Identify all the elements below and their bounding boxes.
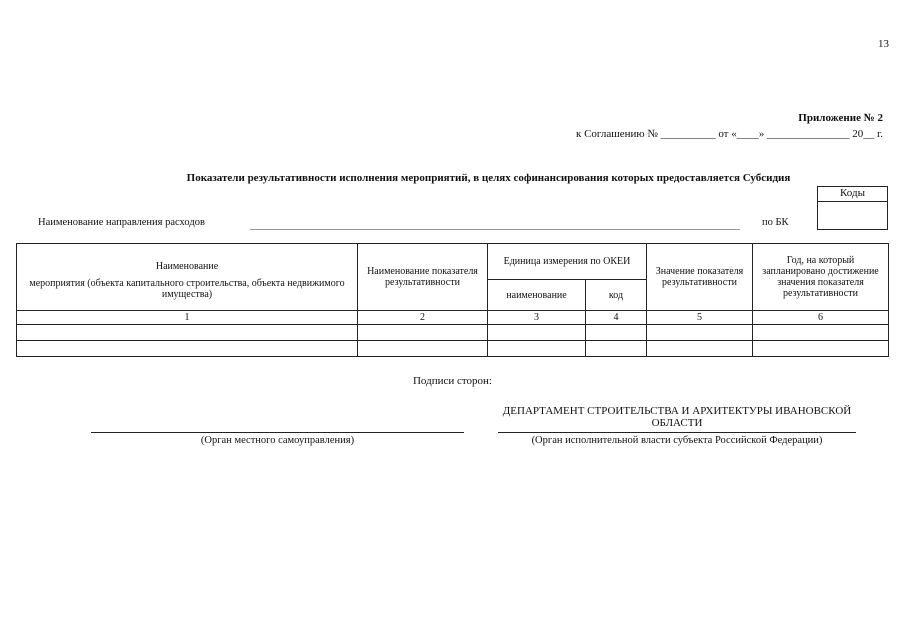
column-number: 3: [488, 311, 586, 325]
table-cell: [753, 341, 889, 357]
column-number: 6: [753, 311, 889, 325]
table-cell: [358, 341, 488, 357]
column-number: 4: [586, 311, 647, 325]
header-event-name-line1: Наименование: [155, 260, 219, 272]
table-cell: [488, 325, 586, 341]
column-number: 5: [647, 311, 753, 325]
table-cell: [17, 341, 358, 357]
header-unit: Единица измерения по ОКЕИ: [488, 244, 647, 280]
header-unit-code: код: [586, 280, 647, 311]
table-cell: [586, 341, 647, 357]
right-signature-caption: (Орган исполнительной власти субъекта Российской Федерации): [531, 435, 823, 446]
direction-fill-line: [250, 229, 740, 230]
codes-box: [817, 186, 888, 230]
table-cell: [647, 325, 753, 341]
header-event-name: [17, 244, 358, 311]
signature-line-left: [91, 432, 464, 433]
bk-label: по БК: [762, 217, 789, 228]
document-title: Показатели результативности исполнения мероприятий, в целях софинансирования которых предоставляется Субсидия: [186, 172, 791, 184]
column-number: 1: [17, 311, 358, 325]
table-row: [17, 325, 889, 341]
indicators-table: [16, 243, 889, 357]
table-cell: [586, 325, 647, 341]
table-cell: [488, 341, 586, 357]
table-cell: [753, 325, 889, 341]
header-value: Значение показателя результативности: [647, 244, 753, 311]
appendix-heading: Приложение № 2: [798, 112, 883, 124]
page-number: 13: [878, 38, 889, 50]
codes-label: Коды: [818, 187, 887, 202]
header-indicator-name: Наименование показателя результативности: [358, 244, 488, 311]
table-cell: [358, 325, 488, 341]
agreement-reference: к Соглашению № __________ от «____» _______________ 20__ г.: [575, 128, 883, 140]
table-cell: [17, 325, 358, 341]
department-name: ДЕПАРТАМЕНТ СТРОИТЕЛЬСТВА И АРХИТЕКТУРЫ ИВАНОВСКОЙ ОБЛАСТИ: [502, 405, 852, 429]
left-signature-caption: (Орган местного самоуправления): [200, 435, 355, 446]
signature-line-right: [498, 432, 856, 433]
header-year: Год, на который запланировано достижение значения показателя результативности: [753, 244, 889, 311]
column-number: 2: [358, 311, 488, 325]
header-event-name-line2: мероприятия (объекта капитального строительства, объекта недвижимого имущества): [29, 277, 345, 300]
table-cell: [647, 341, 753, 357]
header-unit-name: наименование: [488, 280, 586, 311]
signatures-title: Подписи сторон:: [412, 375, 492, 387]
direction-label: Наименование направления расходов: [38, 217, 205, 228]
column-number-row: [17, 311, 889, 325]
table-row: [17, 341, 889, 357]
